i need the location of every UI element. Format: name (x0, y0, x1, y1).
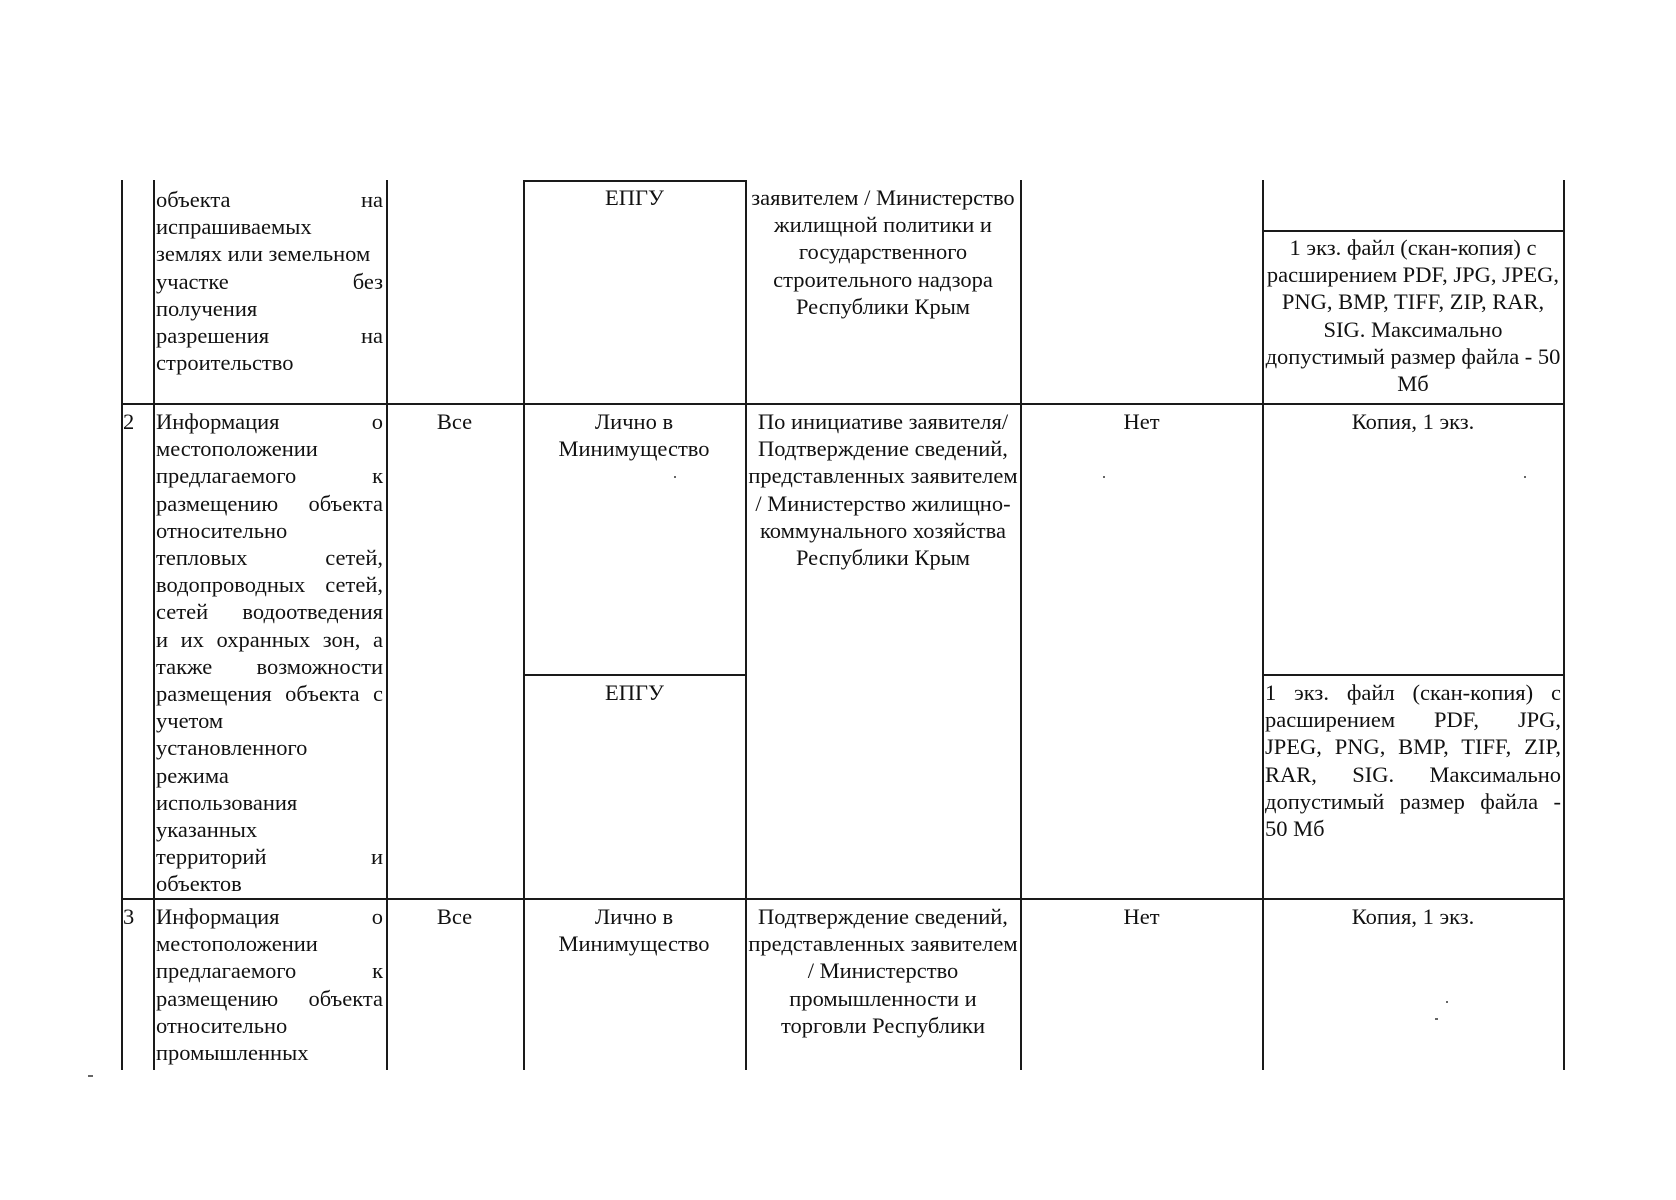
row2-name-line: объектов (156, 871, 242, 897)
row3-name-line: местоположении (156, 931, 318, 957)
row1-format-epgu: 1 экз. файл (скан-копия) с расширением PDF, JPG, JPEG, PNG, BMP, TIFF, ZIP, RAR, SIG. Максимально допустимый размер файла - 50 Мб (1265, 235, 1561, 397)
row2-format-line: допустимый размер файла - (1265, 788, 1561, 814)
row2-format-line: JPEG, PNG, BMP, TIFF, ZIP, (1265, 734, 1561, 760)
row2-name-line: режима (156, 762, 229, 788)
scan-speck (1524, 476, 1526, 478)
row1-channel-epgu: ЕПГУ (605, 185, 664, 210)
table-border-right (1563, 180, 1565, 1070)
row3-name-line: промышленных (156, 1040, 309, 1066)
row2-channel-epgu: ЕПГУ (605, 680, 664, 705)
row3-required: Нет (1123, 904, 1160, 929)
row2-top-border (121, 403, 1564, 405)
row2-channel-personal: Лично в Минимущество (558, 409, 710, 462)
table-border-col6 (1262, 180, 1264, 1070)
table-border-col5 (1020, 180, 1022, 1070)
row2-format-personal: Копия, 1 экз. (1351, 409, 1475, 434)
row3-channel-personal: Лично в Минимущество (558, 904, 710, 957)
scan-speck (674, 476, 676, 478)
row2-channel-split (523, 674, 746, 676)
table-border-col1 (153, 180, 155, 1070)
row2-name-line: также возможности (156, 653, 383, 679)
row1-name-line: участке без (156, 268, 383, 294)
table-border-left (121, 180, 123, 1070)
row1-name-line: объекта на (156, 187, 383, 212)
row2-format-line: RAR, SIG. Максимально (1265, 761, 1561, 787)
row3-name-line: Информация о (156, 904, 383, 929)
row3-source: Подтверждение сведений, представленных заявителем / Министерство промышленности и торговли Республики (748, 904, 1018, 1038)
row2-name-line: и их охранных зон, а (156, 626, 383, 652)
row2-name-line: тепловых сетей, (156, 545, 383, 571)
row2-format-line: 50 Мб (1265, 816, 1325, 842)
row2-name-line: использования (156, 789, 298, 815)
table-border-col3 (523, 180, 525, 1070)
row2-name-line: относительно (156, 517, 288, 543)
row1-name-line: получения (156, 295, 258, 321)
row1-channel-top (523, 180, 746, 182)
row2-name-line: территорий и (156, 844, 383, 870)
row3-name-cell (156, 903, 383, 1066)
row2-name-line: размещению объекта (156, 490, 383, 516)
row2-name-line: указанных (156, 817, 258, 843)
row3-name-line: предлагаемого к (156, 958, 383, 984)
row1-name-cell (156, 186, 383, 376)
row2-format-line: 1 экз. файл (скан-копия) с (1265, 680, 1561, 705)
row2-name-line: предлагаемого к (156, 463, 383, 489)
scan-speck (1103, 476, 1105, 478)
scan-speck (1435, 1018, 1438, 1020)
row2-number: 2 (123, 409, 135, 434)
row1-name-line: испрашиваемых (156, 214, 312, 240)
row2-name-line: учетом (156, 708, 224, 734)
row1-name-line: строительство (156, 350, 294, 376)
row2-format-epgu (1265, 679, 1561, 842)
scan-speck (88, 1075, 93, 1077)
row2-name-line: водопроводных сетей, (156, 572, 383, 598)
row2-required: Нет (1123, 409, 1160, 434)
row1-name-line: землях или земельном (156, 241, 371, 267)
row2-name-line: размещения объекта с (156, 681, 383, 707)
row3-top-border (121, 898, 1564, 900)
scan-speck (1446, 1001, 1448, 1003)
row2-name-line: Информация о (156, 409, 383, 434)
row3-name-line: размещению объекта (156, 985, 383, 1011)
row2-name-line: сетей водоотведения (156, 599, 383, 625)
row2-name-line: местоположении (156, 436, 318, 462)
row3-format-personal: Копия, 1 экз. (1351, 904, 1475, 929)
row2-format-line: расширением PDF, JPG, (1265, 707, 1561, 733)
row2-name-line: установленного (156, 735, 308, 761)
table-border-col4 (745, 180, 747, 1070)
row2-category: Все (436, 409, 473, 434)
row3-number: 3 (123, 904, 135, 929)
row1-name-line: разрешения на (156, 323, 383, 349)
row3-name-line: относительно (156, 1012, 288, 1038)
table-border-col2 (386, 180, 388, 1070)
row2-name-cell (156, 408, 383, 898)
row1-format-split (1262, 230, 1564, 232)
row2-format-split (1262, 674, 1564, 676)
row1-source: заявителем / Министерство жилищной политики и государственного строительного надзора Республики Крым (751, 185, 1015, 319)
row2-source: По инициативе заявителя/ Подтверждение сведений, представленных заявителем / Министерство жилищно-коммунального хозяйства Республики Крым (748, 409, 1018, 571)
row3-category: Все (436, 904, 473, 929)
